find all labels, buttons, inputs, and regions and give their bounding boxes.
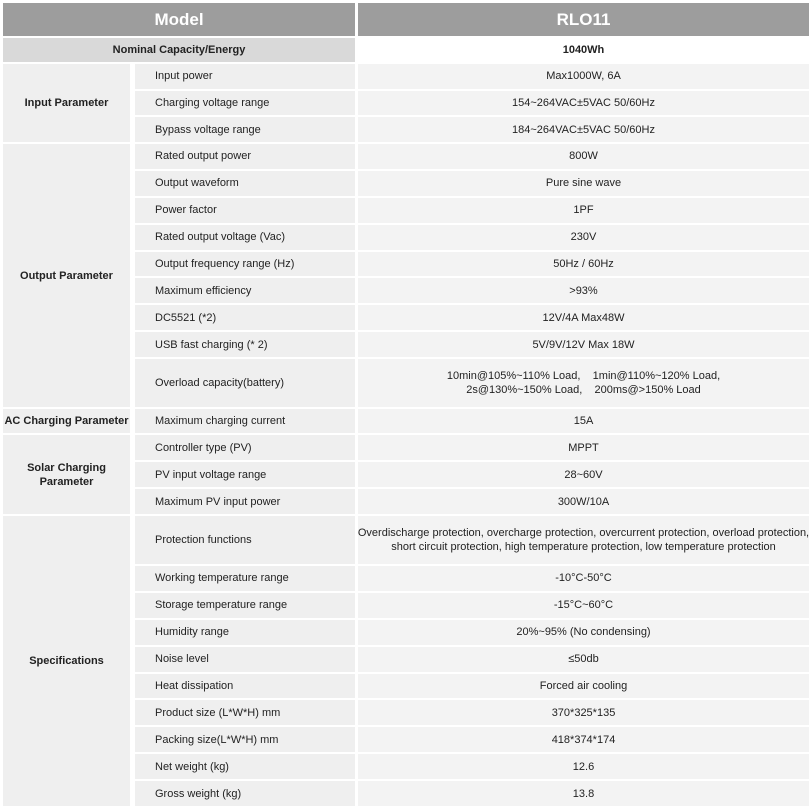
param-label: Working temperature range (135, 566, 355, 591)
param-value: 370*325*135 (358, 700, 809, 725)
param-label: Rated output voltage (Vac) (135, 225, 355, 250)
group-label: Specifications (3, 516, 130, 806)
param-value: 50Hz / 60Hz (358, 252, 809, 277)
param-label: Power factor (135, 198, 355, 223)
param-label: Protection functions (135, 516, 355, 564)
param-value: -10°C-50°C (358, 566, 809, 591)
param-value: >93% (358, 278, 809, 303)
param-value: 230V (358, 225, 809, 250)
group-label: Output Parameter (3, 144, 130, 407)
param-label: Humidity range (135, 620, 355, 645)
param-value: 15A (358, 409, 809, 433)
model-header-value: RLO11 (358, 3, 809, 36)
param-value-line: short circuit protection, high temperature protection, low temperature protection (391, 541, 776, 553)
capacity-value: 1040Wh (358, 38, 809, 62)
param-value: 20%~95% (No condensing) (358, 620, 809, 645)
param-value: ≤50db (358, 647, 809, 672)
param-value: 13.8 (358, 781, 809, 806)
param-value-line: 10min@105%~110% Load, 1min@110%~120% Load, (446, 370, 721, 382)
param-value: 28~60V (358, 462, 809, 487)
group-label: Solar Charging Parameter (3, 435, 130, 514)
param-label: Output waveform (135, 171, 355, 196)
param-label: Maximum efficiency (135, 278, 355, 303)
param-value: 1PF (358, 198, 809, 223)
param-label: Net weight (kg) (135, 754, 355, 779)
param-value: 5V/9V/12V Max 18W (358, 332, 809, 357)
param-label: Maximum PV input power (135, 489, 355, 514)
param-value: 184~264VAC±5VAC 50/60Hz (358, 117, 809, 142)
param-value-line: 2s@130%~150% Load, 200ms@>150% Load (466, 384, 701, 396)
param-value-line: Overdischarge protection, overcharge protection, overcurrent protection, overload protection, (357, 527, 810, 539)
param-label: Output frequency range (Hz) (135, 252, 355, 277)
param-value: MPPT (358, 435, 809, 460)
param-value (358, 359, 809, 407)
param-label: Overload capacity(battery) (135, 359, 355, 407)
param-value: Max1000W, 6A (358, 64, 809, 89)
param-label: Bypass voltage range (135, 117, 355, 142)
param-label: Charging voltage range (135, 91, 355, 116)
param-value: 12V/4A Max48W (358, 305, 809, 330)
param-value: Forced air cooling (358, 674, 809, 699)
param-label: Product size (L*W*H) mm (135, 700, 355, 725)
param-value: 12.6 (358, 754, 809, 779)
model-header-label: Model (3, 3, 355, 36)
param-label: Heat dissipation (135, 674, 355, 699)
param-label: Noise level (135, 647, 355, 672)
capacity-label: Nominal Capacity/Energy (3, 38, 355, 62)
param-value: 154~264VAC±5VAC 50/60Hz (358, 91, 809, 116)
param-value: Pure sine wave (358, 171, 809, 196)
group-label: Input Parameter (3, 64, 130, 142)
param-label: USB fast charging (* 2) (135, 332, 355, 357)
group-label: AC Charging Parameter (3, 409, 130, 433)
param-label: Rated output power (135, 144, 355, 169)
param-value: 300W/10A (358, 489, 809, 514)
param-label: Gross weight (kg) (135, 781, 355, 806)
param-label: Input power (135, 64, 355, 89)
param-label: Controller type (PV) (135, 435, 355, 460)
param-label: Maximum charging current (135, 409, 355, 433)
param-label: PV input voltage range (135, 462, 355, 487)
param-value (358, 516, 809, 564)
param-label: DC5521 (*2) (135, 305, 355, 330)
param-value: 418*374*174 (358, 727, 809, 752)
param-value: 800W (358, 144, 809, 169)
param-label: Storage temperature range (135, 593, 355, 618)
param-label: Packing size(L*W*H) mm (135, 727, 355, 752)
param-value: -15°C~60°C (358, 593, 809, 618)
